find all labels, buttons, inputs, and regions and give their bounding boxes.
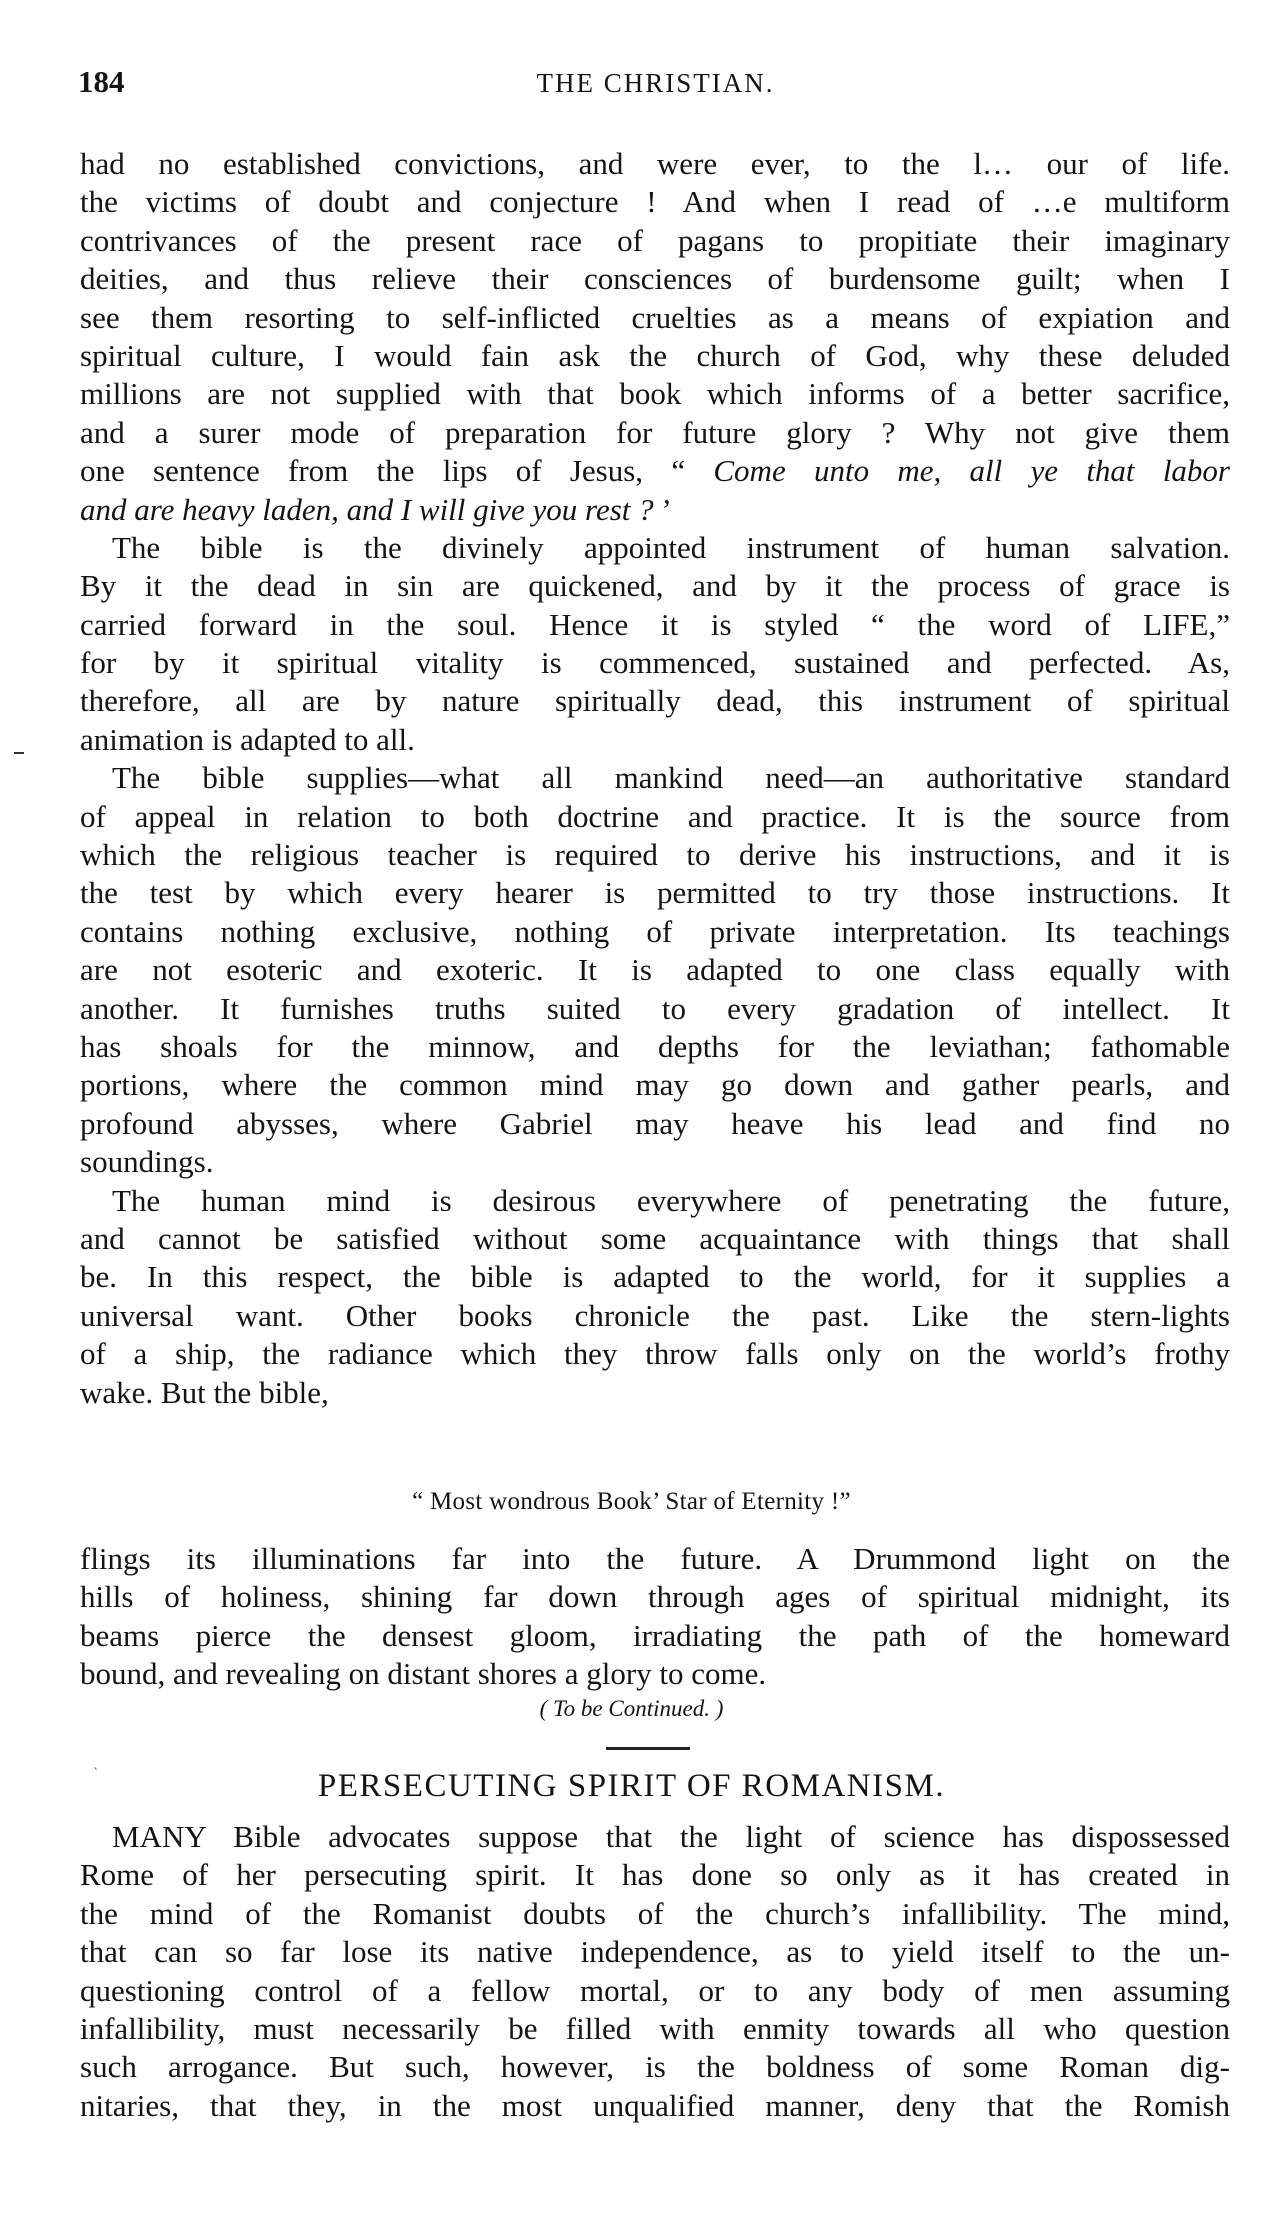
- text-line: questioning control of a fellow mortal, or to any body of men assuming: [80, 1972, 1230, 2008]
- text-line: wake. But the bible,: [80, 1374, 329, 1410]
- text-line: soundings.: [80, 1144, 214, 1180]
- running-head: THE CHRISTIAN.: [536, 68, 775, 98]
- page-number: 184: [78, 64, 125, 99]
- text-line: contains nothing exclusive, nothing of private interpretation. Its teachings: [80, 913, 1230, 949]
- block-quote: “ Most wondrous Book’ Star of Eternity !”: [412, 1488, 851, 1515]
- to-be-continued-note: ( To be Continued. ): [539, 1696, 724, 1721]
- article-title: PERSECUTING SPIRIT OF ROMANISM.: [317, 1768, 946, 1804]
- section-divider: [606, 1747, 690, 1750]
- text-line: animation is adapted to all.: [80, 721, 415, 757]
- text-line: one sentence from the lips of Jesus, “ Come unto me, all ye that labor: [80, 453, 1230, 489]
- text-line: such arrogance. But such, however, is the boldness of some Roman dig-: [80, 2049, 1230, 2085]
- text-line: of appeal in relation to both doctrine and practice. It is the source from: [80, 798, 1230, 834]
- text-line: and are heavy laden, and I will give you rest ? ’: [80, 491, 672, 527]
- text-line: spiritual culture, I would fain ask the church of God, why these deluded: [80, 337, 1230, 373]
- text-line: therefore, all are by nature spiritually dead, this instrument of spiritual: [80, 683, 1230, 719]
- text-line: the victims of doubt and conjecture ! And when I read of …e multiform: [80, 184, 1230, 220]
- text-line: flings its illuminations far into the future. A Drummond light on the: [80, 1541, 1230, 1576]
- article-body-part-1: [80, 145, 1230, 1412]
- text-line: By it the dead in sin are quickened, and by it the process of grace is: [80, 568, 1230, 604]
- text-line: has shoals for the minnow, and depths for the leviathan; fathomable: [80, 1028, 1230, 1064]
- text-line: and cannot be satisfied without some acquaintance with things that shall: [80, 1220, 1230, 1256]
- text-line: had no established convictions, and were ever, to the l… our of life.: [80, 146, 1230, 181]
- text-line: Rome of her persecuting spirit. It has done so only as it has created in: [80, 1857, 1230, 1893]
- article-body-part-2: [80, 1540, 1230, 1694]
- margin-mark: [14, 752, 24, 754]
- text-line: universal want. Other books chronicle the past. Like the stern-lights: [80, 1297, 1230, 1333]
- text-line: hills of holiness, shining far down through ages of spiritual midnight, its: [80, 1579, 1230, 1615]
- text-line: carried forward in the soul. Hence it is styled “ the word of LIFE,”: [80, 606, 1230, 642]
- ink-speck: ‵: [94, 1767, 98, 1782]
- text-line: The bible supplies—what all mankind need—an authoritative standard: [112, 760, 1230, 796]
- text-line: the test by which every hearer is permitted to try those instructions. It: [80, 875, 1230, 911]
- text-line: The human mind is desirous everywhere of penetrating the future,: [112, 1182, 1230, 1218]
- text-line: nitaries, that they, in the most unqualified manner, deny that the Romish: [80, 2087, 1230, 2123]
- text-line: for by it spiritual vitality is commenced, sustained and perfected. As,: [80, 645, 1230, 681]
- article2-body: [80, 1818, 1230, 2125]
- text-line: portions, where the common mind may go down and gather pearls, and: [80, 1067, 1230, 1103]
- text-line: deities, and thus relieve their consciences of burdensome guilt; when I: [80, 261, 1230, 297]
- text-line: bound, and revealing on distant shores a glory to come.: [80, 1656, 767, 1692]
- text-line: millions are not supplied with that book which informs of a better sacrifice,: [80, 376, 1230, 412]
- text-line: infallibility, must necessarily be filled with enmity towards all who question: [80, 2010, 1230, 2046]
- text-line: beams pierce the densest gloom, irradiating the path of the homeward: [80, 1617, 1230, 1653]
- text-line: MANY Bible advocates suppose that the light of science has dispossessed: [112, 1819, 1230, 1854]
- text-line: The bible is the divinely appointed instrument of human salvation.: [112, 529, 1230, 565]
- text-line: are not esoteric and exoteric. It is adapted to one class equally with: [80, 952, 1230, 988]
- text-line: which the religious teacher is required to derive his instructions, and it is: [80, 837, 1230, 873]
- text-line: that can so far lose its native independence, as to yield itself to the un-: [80, 1934, 1230, 1970]
- text-line: another. It furnishes truths suited to every gradation of intellect. It: [80, 990, 1230, 1026]
- text-line: contrivances of the present race of pagans to propitiate their imaginary: [80, 222, 1230, 258]
- text-line: the mind of the Romanist doubts of the church’s infallibility. The mind,: [80, 1895, 1230, 1931]
- text-line: be. In this respect, the bible is adapted to the world, for it supplies a: [80, 1259, 1230, 1295]
- text-line: of a ship, the radiance which they throw falls only on the world’s frothy: [80, 1336, 1230, 1372]
- text-line: see them resorting to self-inflicted cruelties as a means of expiation and: [80, 299, 1230, 335]
- page-header: [78, 64, 1233, 110]
- text-line: profound abysses, where Gabriel may heave his lead and find no: [80, 1105, 1230, 1141]
- text-line: and a surer mode of preparation for future glory ? Why not give them: [80, 414, 1230, 450]
